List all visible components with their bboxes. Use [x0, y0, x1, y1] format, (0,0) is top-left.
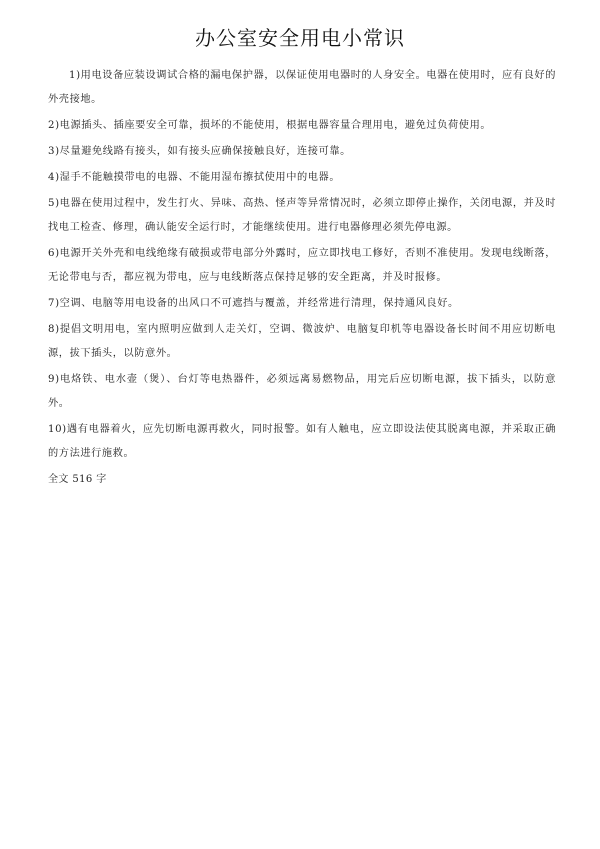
- paragraph-2: 2)电源插头、插座要安全可靠，损坏的不能使用，根据电器容量合理用电，避免过负荷使用。: [48, 120, 492, 131]
- paragraph-8: 8)提倡文明用电，室内照明应做到人走关灯，空调、微波炉、电脑复印机等电器设备长时间不用应切断电源，拔下插头，以防意外。: [48, 324, 556, 359]
- paragraph-6: 6)电源开关外壳和电线绝缘有破损或带电部分外露时，应立即找电工修好，否则不准使用。发现电线断落，无论带电与否，都应视为带电，应与电线断落点保持足够的安全距离，并及时报修。: [48, 248, 556, 283]
- word-count: 全文 516 字: [48, 474, 107, 485]
- paragraph-7: 7)空调、电脑等用电设备的出风口不可遮挡与覆盖，并经常进行清理，保持通风良好。: [48, 298, 459, 309]
- paragraph-5: 5)电器在使用过程中，发生打火、异味、高热、怪声等异常情况时，必须立即停止操作，关闭电源，并及时找电工检查、修理，确认能安全运行时，才能继续使用。进行电器修理必须先停电源。: [48, 198, 556, 233]
- paragraph-10: 10)遇有电器着火，应先切断电源再救火，同时报警。如有人触电，应立即设法使其脱离电源，并采取正确的方法进行施救。: [48, 424, 556, 459]
- page-title: 办公室安全用电小常识: [195, 26, 405, 50]
- paragraph-3: 3)尽量避免线路有接头，如有接头应确保接触良好，连接可靠。: [48, 146, 351, 157]
- document-body: [48, 64, 556, 492]
- paragraph-9: 9)电烙铁、电水壶（煲）、台灯等电热器件，必须远离易燃物品，用完后应切断电源，拔下插头，以防意外。: [48, 374, 556, 409]
- paragraph-4: 4)湿手不能触摸带电的电器、不能用湿布擦拭使用中的电器。: [48, 172, 341, 183]
- paragraph-1: 1)用电设备应装设调试合格的漏电保护器，以保证使用电器时的人身安全。电器在使用时，应有良好的外壳接地。: [48, 70, 556, 105]
